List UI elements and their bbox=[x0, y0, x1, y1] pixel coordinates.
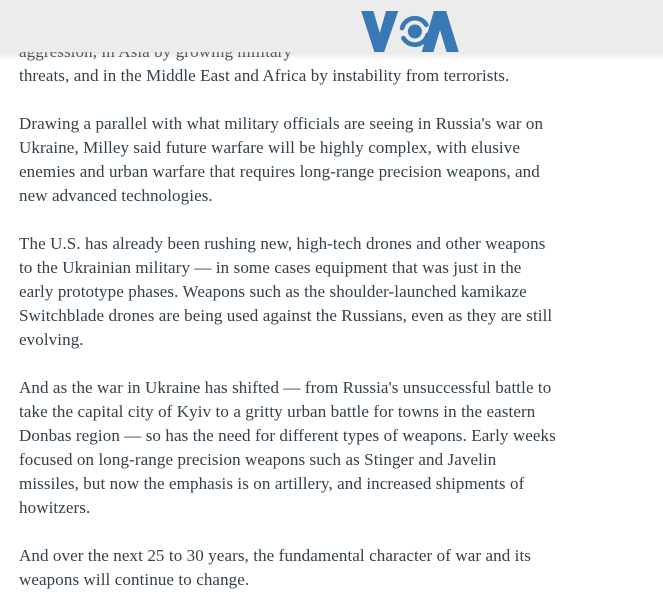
voa-logo-icon bbox=[360, 11, 460, 52]
text-line: take the capital city of Kyiv to a gritty urban battle for towns in the eastern bbox=[19, 402, 536, 421]
text-line: The U.S. has already been rushing new, high-tech drones and other weapons bbox=[19, 234, 546, 253]
article-paragraph bbox=[19, 232, 639, 352]
article-paragraph bbox=[19, 112, 639, 208]
text-line: Switchblade drones are being used against the Russians, even as they are still bbox=[19, 306, 553, 325]
text-line: new advanced technologies. bbox=[19, 186, 213, 205]
text-line: And over the next 25 to 30 years, the fundamental character of war and its bbox=[19, 546, 532, 565]
text-line: howitzers. bbox=[19, 498, 91, 517]
text-line: And as the war in Ukraine has shifted — from Russia's unsuccessful battle to bbox=[19, 378, 552, 397]
text-line: missiles, but now the emphasis is on artillery, and increased shipments of bbox=[19, 474, 525, 493]
text-line: focused on long-range precision weapons such as Stinger and Javelin bbox=[19, 450, 497, 469]
text-line: to the Ukrainian military — in some cases equipment that was just in the bbox=[19, 258, 522, 277]
text-line: Drawing a parallel with what military officials are seeing in Russia's war on bbox=[19, 114, 544, 133]
text-line: evolving. bbox=[19, 330, 84, 349]
voa-logo[interactable] bbox=[360, 11, 460, 52]
text-line: enemies and urban warfare that requires long-range precision weapons, and bbox=[19, 162, 540, 181]
text-line: early prototype phases. Weapons such as the shoulder-launched kamikaze bbox=[19, 282, 527, 301]
article-paragraph bbox=[19, 376, 639, 520]
text-line: Ukraine, Milley said future warfare will be highly complex, with elusive bbox=[19, 138, 521, 157]
text-line: weapons will continue to change. bbox=[19, 570, 250, 589]
article-paragraph bbox=[19, 544, 639, 592]
site-header bbox=[0, 0, 663, 52]
text-line: threats, and in the Middle East and Africa by instability from terrorists. bbox=[19, 66, 510, 85]
text-line: Donbas region — so has the need for different types of weapons. Early weeks bbox=[19, 426, 556, 445]
